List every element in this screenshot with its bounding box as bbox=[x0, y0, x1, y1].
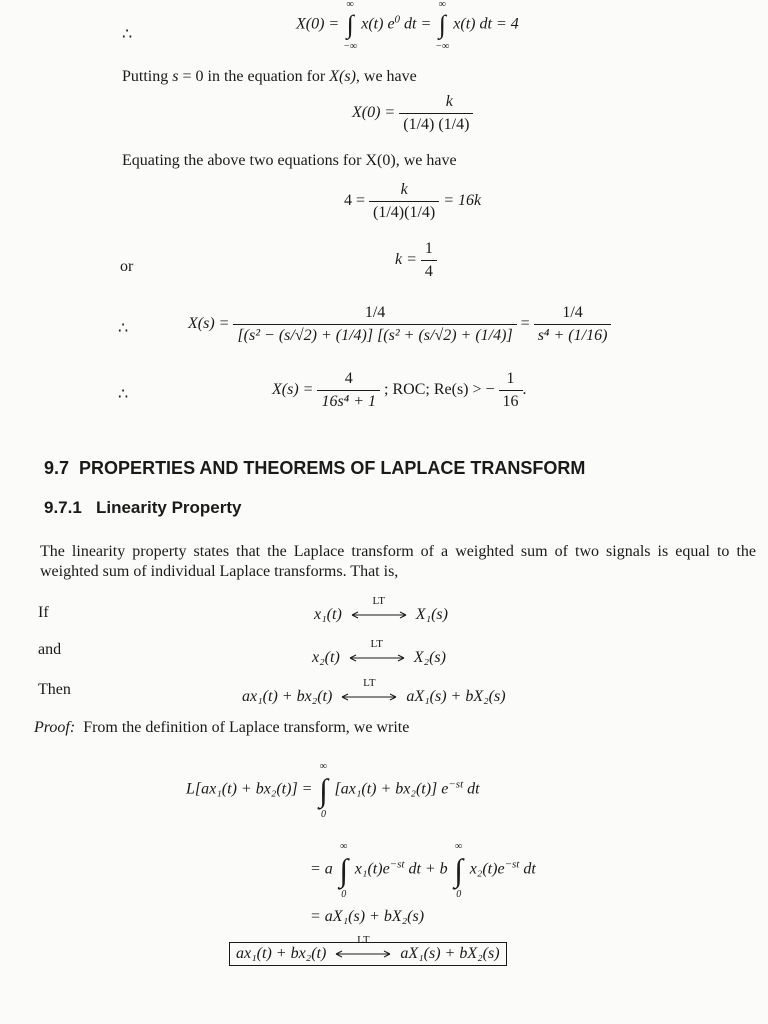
p4-left: ax₁(t) + bx₂(t) bbox=[236, 945, 327, 962]
eq3-den: (1/4)(1/4) bbox=[369, 201, 439, 222]
eq2-lhs: X(0) = bbox=[352, 104, 396, 122]
eq3-num: k bbox=[400, 181, 408, 198]
p2-lower2: 0 bbox=[456, 889, 462, 900]
eq1-term1-sup: 0 bbox=[394, 13, 401, 26]
therefore-symbol: ∴ bbox=[122, 26, 133, 43]
linearity-result-box bbox=[229, 934, 507, 966]
integral-icon: ∫ bbox=[319, 772, 328, 808]
p2-body2: x₂(t)e bbox=[469, 860, 505, 878]
eq4-lhs: k = bbox=[395, 251, 417, 269]
eq4-den: 4 bbox=[421, 260, 437, 281]
p2-body1: x₁(t)e bbox=[354, 860, 390, 878]
proof-equation-1 bbox=[186, 761, 480, 820]
putting-line bbox=[122, 67, 417, 87]
p1-lower: 0 bbox=[320, 809, 326, 820]
eq1-term1: x(t) e bbox=[361, 15, 395, 33]
eq5-num: 1/4 bbox=[364, 304, 386, 321]
equation-xs-final bbox=[272, 370, 527, 411]
p4-right: aX₁(s) + bX₂(s) bbox=[400, 945, 500, 962]
if-left: x₁(t) bbox=[314, 606, 342, 623]
linearity-paragraph: The linearity property states that the Laplace transform of a weighted sum of two signals is equal to the weighted sum of individual Laplace transforms. That is, bbox=[40, 543, 756, 580]
eq6-den: 16s⁴ + 1 bbox=[317, 390, 380, 411]
eq6-end: . bbox=[522, 381, 527, 399]
equation-k-equals bbox=[395, 240, 437, 281]
subsection-heading bbox=[44, 498, 241, 518]
therefore-symbol: ∴ bbox=[118, 320, 129, 337]
integral-icon: ∫ bbox=[438, 10, 446, 39]
then-left: ax₁(t) + bx₂(t) bbox=[242, 688, 333, 705]
eq5-num2: 1/4 bbox=[562, 304, 583, 321]
putting-var-x: X(s) bbox=[329, 68, 356, 85]
eq3-rhs: = 16k bbox=[443, 192, 482, 210]
proof-text: From the definition of Laplace transform, we write bbox=[83, 719, 410, 736]
eq4-num: 1 bbox=[424, 240, 433, 257]
therefore-symbol: ∴ bbox=[118, 386, 129, 403]
subsection-number: 9.7.1 bbox=[44, 498, 82, 517]
integral-icon: ∫ bbox=[346, 10, 354, 39]
if-right: X₁(s) bbox=[415, 606, 448, 623]
eq5-equals: = bbox=[520, 315, 530, 333]
eq1-int-lower: −∞ bbox=[343, 41, 358, 52]
p4-arrow-label: LT bbox=[357, 934, 370, 947]
eq6-den2: 16 bbox=[499, 390, 523, 411]
lt-arrow-icon bbox=[348, 595, 410, 620]
eq1-term1-end: dt = bbox=[400, 15, 432, 33]
section-heading bbox=[44, 458, 585, 479]
then-right: aX₁(s) + bX₂(s) bbox=[406, 688, 506, 705]
eq6-num: 4 bbox=[344, 370, 353, 387]
equation-xs-factored bbox=[188, 304, 611, 345]
eq6-num2: 1 bbox=[506, 370, 515, 387]
proof-line bbox=[34, 718, 409, 738]
equation-4-equals bbox=[344, 181, 481, 222]
lt-arrow-icon bbox=[338, 677, 400, 702]
p2-upper: ∞ bbox=[340, 841, 348, 852]
proof-equation-2 bbox=[310, 841, 536, 900]
p1-end: dt bbox=[463, 780, 480, 798]
and-label: and bbox=[38, 641, 62, 658]
section-number: 9.7 bbox=[44, 458, 70, 478]
p2-mid: dt + b bbox=[404, 860, 448, 878]
if-transform-pair bbox=[314, 595, 448, 624]
eq1-term2: x(t) dt = 4 bbox=[453, 15, 519, 33]
eq6-lhs: X(s) = bbox=[272, 381, 314, 399]
putting-var-s: s bbox=[172, 68, 179, 85]
p1-lhs: L[ax₁(t) + bx₂(t)] = bbox=[186, 780, 313, 798]
integral-icon: ∫ bbox=[339, 852, 349, 888]
lt-arrow-icon bbox=[332, 934, 394, 959]
and-right: X₂(s) bbox=[413, 649, 446, 666]
equation-x0-fraction bbox=[352, 93, 473, 134]
putting-text-b: = 0 in the equation for bbox=[178, 68, 330, 85]
p2-sup2: −st bbox=[504, 858, 520, 871]
p2-a: = a bbox=[310, 860, 333, 878]
then-arrow-label: LT bbox=[363, 677, 376, 690]
lt-arrow-icon bbox=[346, 638, 408, 663]
eq6-roc: ; ROC; Re(s) > − bbox=[384, 381, 495, 399]
if-label: If bbox=[38, 604, 49, 621]
eq2-den: (1/4) (1/4) bbox=[399, 113, 473, 134]
and-transform-pair bbox=[312, 638, 446, 667]
eq1-int-upper: ∞ bbox=[346, 0, 354, 10]
if-arrow-label: LT bbox=[372, 595, 385, 608]
eq1-lhs: X(0) = bbox=[296, 15, 340, 33]
p1-sup: −st bbox=[448, 778, 464, 791]
proof-equation-3: = aX₁(s) + bX₂(s) bbox=[310, 908, 425, 925]
equating-line: Equating the above two equations for X(0), we have bbox=[122, 152, 457, 169]
equation-x0-integral bbox=[296, 0, 519, 52]
subsection-title: Linearity Property bbox=[95, 498, 242, 517]
putting-text-a: Putting bbox=[122, 68, 173, 85]
p2-lower: 0 bbox=[341, 889, 347, 900]
or-label: or bbox=[120, 258, 134, 275]
section-title: PROPERTIES AND THEOREMS OF LAPLACE TRANSFORM bbox=[79, 458, 586, 478]
p2-sup1: −st bbox=[389, 858, 405, 871]
eq1-int2-upper: ∞ bbox=[438, 0, 446, 10]
and-left: x₂(t) bbox=[312, 649, 340, 666]
putting-text-c: , we have bbox=[355, 68, 417, 85]
proof-label: Proof: bbox=[34, 719, 76, 736]
eq5-den2: s⁴ + (1/16) bbox=[534, 324, 612, 345]
eq3-lhs: 4 = bbox=[344, 192, 366, 210]
integral-icon: ∫ bbox=[454, 852, 464, 888]
then-transform-pair bbox=[242, 677, 506, 706]
p2-end: dt bbox=[519, 860, 536, 878]
eq5-den: [(s² − (s/√2) + (1/4)] [(s² + (s/√2) + (1/4)] bbox=[233, 324, 516, 345]
p1-body: [ax₁(t) + bx₂(t)] e bbox=[334, 780, 449, 798]
eq1-int2-lower: −∞ bbox=[435, 41, 450, 52]
eq2-num: k bbox=[445, 93, 453, 110]
p2-upper2: ∞ bbox=[455, 841, 463, 852]
then-label: Then bbox=[38, 681, 71, 698]
eq5-lhs: X(s) = bbox=[188, 315, 230, 333]
p1-upper: ∞ bbox=[319, 761, 328, 772]
and-arrow-label: LT bbox=[370, 638, 383, 651]
